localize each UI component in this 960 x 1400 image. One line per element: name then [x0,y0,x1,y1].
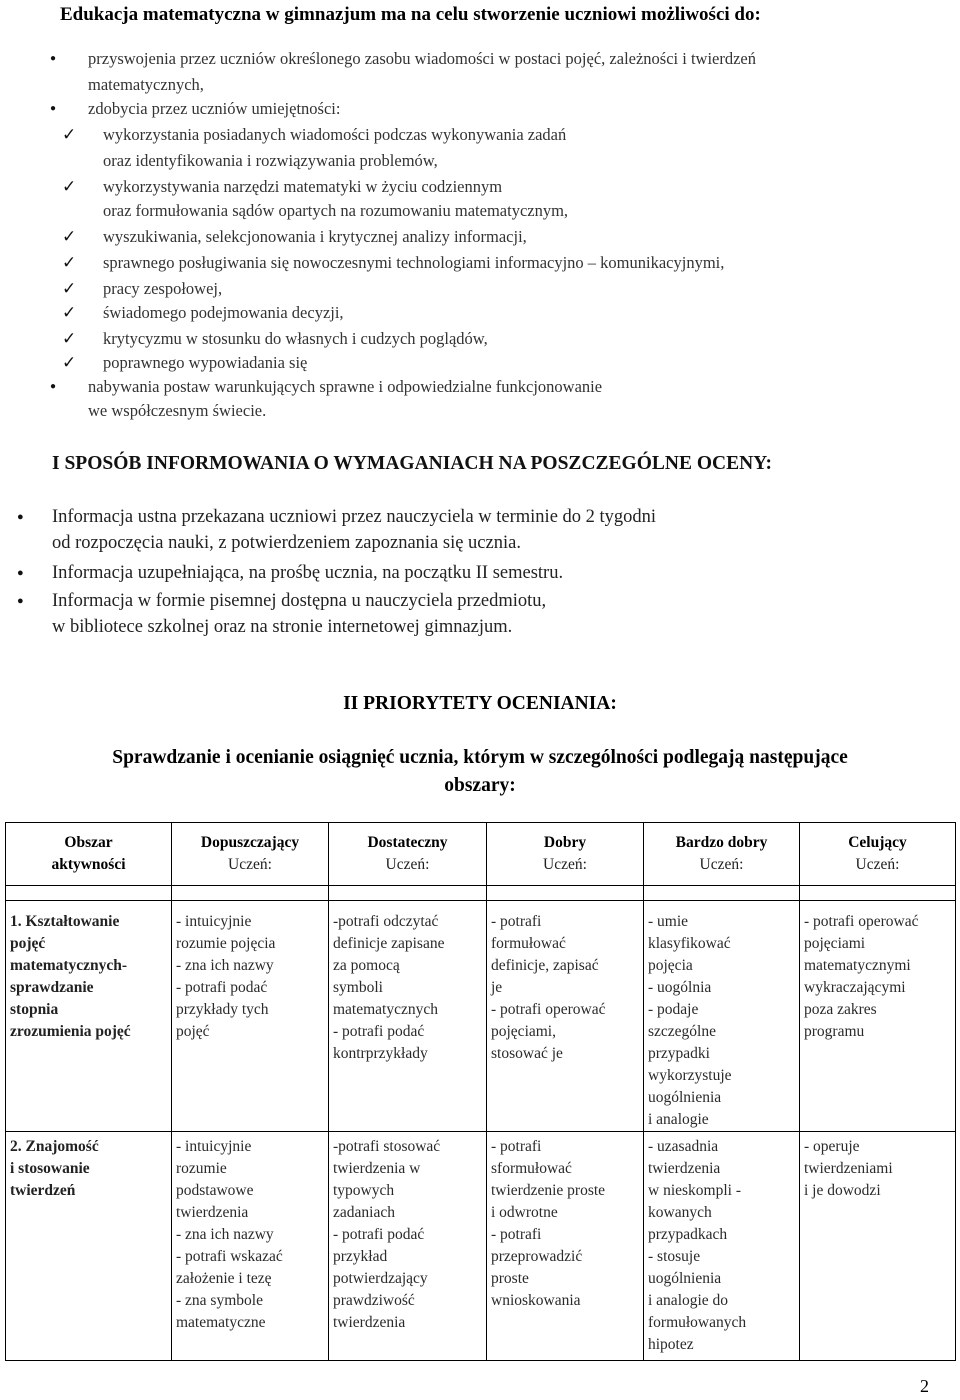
cell-line: przykłady tych [176,1001,269,1018]
column-header-name: Obszar [64,834,113,851]
cell-line: sprawdzanie [10,979,94,996]
spacer-row [6,886,956,901]
cell-line: matematycznych [333,1001,439,1018]
cell-line: - intuicyjnie [176,1138,252,1155]
cell-line: definicje, zapisać [491,957,599,974]
cell-line: i stosowanie [10,1160,90,1177]
intro-line: krytycyzmu w stosunku do własnych i cudzych poglądów, [103,329,488,348]
cell-line: poza zakres [804,1001,877,1018]
cell-line: symboli [333,979,383,996]
cell-line: twierdzenia [333,1314,406,1331]
column-header-name: Dostateczny [367,834,448,851]
section2-title: II PRIORYTETY OCENIANIA: [343,693,617,714]
checkmark-icon: ✓ [62,177,77,197]
cell-line: - potrafi operować [804,913,919,930]
cell-line: za pomocą [333,957,400,974]
cell-line: pojęciami [804,935,866,952]
cell-line: przykład [333,1248,388,1265]
cell-line: - potrafi podać [176,979,268,996]
cell-line: założenie i tezę [176,1270,272,1287]
checkmark-icon: ✓ [62,227,77,247]
criteria-cell [800,901,956,1132]
column-header [644,823,800,886]
cell-line: rozumie pojęcia [176,935,276,952]
cell-line: przeprowadzić [491,1248,583,1265]
column-header-name: Bardzo dobry [675,834,768,851]
cell-line: twierdzenie proste [491,1182,606,1199]
column-header [172,823,329,886]
info-line: Informacja w formie pisemnej dostępna u nauczyciela przedmiotu, [52,591,547,611]
bullet-icon: ● [50,381,57,392]
cell-line: -potrafi stosować [333,1138,441,1155]
checkmark-icon: ✓ [62,279,77,299]
cell-line: przypadki [648,1045,710,1062]
area-cell [6,1132,172,1361]
column-header-sub: aktywności [51,856,126,873]
criteria-cell [329,901,487,1132]
cell-line: - podaje [648,1001,699,1018]
area-cell [6,901,172,1132]
cell-line: formułowanych [648,1314,747,1331]
cell-line: - potrafi wskazać [176,1248,283,1265]
column-header-name: Dobry [543,834,587,851]
intro-line: poprawnego wypowiadania się [103,353,308,372]
cell-line: potwierdzający [333,1270,428,1287]
intro-line: nabywania postaw warunkujących sprawne i odpowiedzialne funkcjonowanie [88,377,603,396]
column-header-sub: Uczeń: [855,856,900,873]
checkmark-icon: ✓ [62,303,77,323]
table-header-row [6,823,956,886]
cell-line: - potrafi podać [333,1023,425,1040]
cell-line: wykraczającymi [804,979,906,996]
bullet-icon: ● [17,511,24,523]
column-header-sub: Uczeń: [385,856,430,873]
column-header [800,823,956,886]
column-header-sub: Uczeń: [543,856,587,873]
cell-line: kowanych [648,1204,712,1221]
cell-line: sformułować [491,1160,572,1177]
cell-line: -potrafi odczytać [333,913,439,930]
cell-line: wykorzystuje [648,1067,732,1084]
cell-line: je [491,979,503,996]
intro-title: Edukacja matematyczna w gimnazjum ma na celu stworzenie uczniowi możliwości do: [60,4,761,25]
page-number: 2 [920,1376,929,1396]
cell-line: i analogie [648,1111,709,1128]
cell-line: twierdzenia [648,1160,721,1177]
cell-line: podstawowe [176,1182,254,1199]
cell-line: szczególne [648,1023,716,1040]
column-header-sub: Uczeń: [228,856,272,873]
section1-title: I SPOSÓB INFORMOWANIA O WYMAGANIACH NA POSZCZEGÓLNE OCENY: [52,453,772,474]
info-line: Informacja ustna przekazana uczniowi przez nauczyciela w terminie do 2 tygodni [52,507,657,527]
cell-line: pojęć [10,935,46,952]
intro-line: pracy zespołowej, [103,279,223,298]
cell-line: kontrprzykłady [333,1045,428,1062]
column-header [329,823,487,886]
cell-line: matematyczne [176,1314,266,1331]
cell-line: typowych [333,1182,395,1199]
intro-line: świadomego podejmowania decyzji, [103,303,344,322]
column-header [6,823,172,886]
cell-line: - potrafi operować [491,1001,606,1018]
bullet-icon: ● [17,567,24,579]
table-row [6,1132,956,1361]
criteria-cell [487,901,644,1132]
cell-line: pojęcia [648,957,693,974]
cell-line: - uzasadnia [648,1138,719,1155]
table-body [6,886,956,1361]
checkmark-icon: ✓ [62,253,77,273]
intro-line: wyszukiwania, selekcjonowania i krytycznej analizy informacji, [103,227,527,246]
info-line: w bibliotece szkolnej oraz na stronie internetowej gimnazjum. [52,617,513,637]
column-header-name: Celujący [848,834,907,851]
cell-line: - potrafi [491,1226,542,1243]
column-header-sub: Uczeń: [699,856,744,873]
cell-line: - operuje [804,1138,860,1155]
cell-line: - potrafi [491,913,542,930]
cell-line: klasyfikować [648,935,731,952]
cell-line: twierdzeń [10,1182,76,1199]
criteria-cell [644,901,800,1132]
cell-line: matematycznymi [804,957,911,974]
cell-line: - potrafi [491,1138,542,1155]
cell-line: prawdziwość [333,1292,415,1309]
cell-line: pojęć [176,1023,210,1040]
criteria-cell [329,1132,487,1361]
column-header [487,823,644,886]
intro-line: oraz formułowania sądów opartych na rozumowaniu matematycznym, [103,201,569,220]
cell-line: - zna ich nazwy [176,1226,274,1243]
cell-line: pojęciami, [491,1023,556,1040]
bullet-icon: ● [17,595,24,607]
criteria-cell [800,1132,956,1361]
checkmark-icon: ✓ [62,125,77,145]
cell-line: i analogie do [648,1292,729,1309]
cell-line: i je dowodzi [804,1182,881,1199]
intro-line: oraz identyfikowania i rozwiązywania problemów, [103,151,438,170]
section2-subtitle [0,744,960,800]
cell-line: stopnia [10,1001,59,1018]
intro-line: zdobycia przez uczniów umiejętności: [88,99,341,118]
cell-line: zadaniach [333,1204,395,1221]
cell-line: - umie [648,913,689,930]
cell-line: przypadkach [648,1226,728,1243]
cell-line: hipotez [648,1336,694,1353]
intro-line: we współczesnym świecie. [88,401,267,420]
cell-line: wnioskowania [491,1292,581,1309]
bullet-icon: ● [50,53,57,64]
cell-line: twierdzenia [176,1204,249,1221]
cell-line: uogólnienia [648,1270,722,1287]
cell-line: - potrafi podać [333,1226,425,1243]
cell-line: - zna ich nazwy [176,957,274,974]
criteria-cell [172,1132,329,1361]
table-row [6,901,956,1132]
intro-line: przyswojenia przez uczniów określonego zasobu wiadomości w postaci pojęć, zależności i twierdzeń [88,49,757,68]
cell-line: programu [804,1023,865,1040]
cell-line: matematycznych- [10,957,128,974]
cell-line: proste [491,1270,529,1287]
cell-line: - stosuje [648,1248,701,1265]
bullet-icon: ● [50,103,57,114]
cell-line: 1. Kształtowanie [10,913,120,930]
cell-line: - uogólnia [648,979,712,996]
cell-line: stosować je [491,1045,563,1062]
info-line: od rozpoczęcia nauki, z potwierdzeniem zapoznania się ucznia. [52,533,521,553]
checkmark-icon: ✓ [62,353,77,373]
cell-line: - zna symbole [176,1292,263,1309]
cell-line: i odwrotne [491,1204,558,1221]
column-header-name: Dopuszczający [200,834,300,851]
cell-line: rozumie [176,1160,227,1177]
criteria-cell [172,901,329,1132]
cell-line: - intuicyjnie [176,913,252,930]
intro-line: matematycznych, [88,75,204,94]
cell-line: zrozumienia pojęć [10,1023,131,1040]
cell-line: w nieskompli - [648,1182,741,1199]
checkmark-icon: ✓ [62,329,77,349]
subtitle-line-2: obszary: [444,775,516,796]
cell-line: formułować [491,935,566,952]
cell-line: twierdzeniami [804,1160,893,1177]
subtitle-line-1: Sprawdzanie i ocenianie osiągnięć ucznia, którym w szczególności podlegają następujące [112,747,848,768]
cell-line: twierdzenia w [333,1160,421,1177]
info-line: Informacja uzupełniająca, na prośbę ucznia, na początku II semestru. [52,563,564,583]
cell-line: 2. Znajomość [10,1138,99,1155]
cell-line: uogólnienia [648,1089,722,1106]
intro-line: wykorzystania posiadanych wiadomości podczas wykonywania zadań [103,125,567,144]
intro-line: sprawnego posługiwania się nowoczesnymi technologiami informacyjno – komunikacyjnymi, [103,253,725,272]
criteria-cell [487,1132,644,1361]
criteria-cell [644,1132,800,1361]
grades-table [5,822,956,1361]
cell-line: definicje zapisane [333,935,445,952]
intro-line: wykorzystywania narzędzi matematyki w życiu codziennym [103,177,503,196]
